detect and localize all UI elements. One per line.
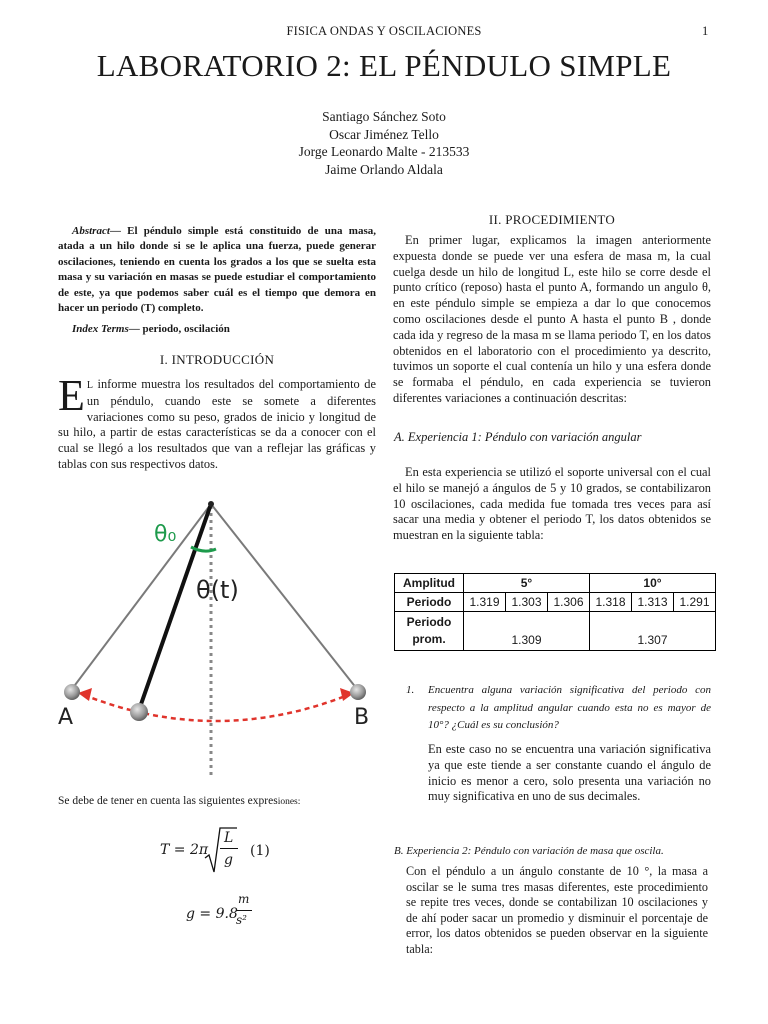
question-1-number: 1. (406, 684, 415, 696)
exp2-paragraph: Con el péndulo a un ángulo constante de 10 °, la masa a oscilar se le suma tres masas diferentes, este procedimiento se repite tres veces, donde se contabilizan 10 oscilaciones y de ahí poder sacar un promedio y disminuir el porcentaje de error, los datos obtenidos se pueden observar en la siguiente tabla: (406, 864, 708, 956)
abstract-dash: — (109, 225, 121, 237)
exp2-heading: B. Experiencia 2: Péndulo con variación de masa que oscila. (394, 845, 664, 857)
author: Jorge Leonardo Malte - 213533 (298, 144, 470, 159)
eq2-denominator: s² (236, 913, 247, 927)
table-header-cell: 5° (464, 574, 590, 593)
pendulum-figure (56, 492, 378, 782)
table-cell: 1.291 (674, 593, 716, 612)
ball-a (64, 684, 80, 700)
table-cell: 1.306 (548, 593, 590, 612)
arrowhead-left (78, 688, 92, 701)
table-header-cell: 10° (590, 574, 716, 593)
eq2-lhs: g = 9.8 (186, 906, 238, 922)
table-cell: 1.303 (506, 593, 548, 612)
ball-current (130, 703, 148, 721)
intro-paragraph (58, 371, 376, 473)
author: Oscar Jiménez Tello (329, 126, 439, 142)
paper-title: LABORATORIO 2: EL PÉNDULO SIMPLE (96, 48, 672, 83)
avg-label-line2: prom. (412, 632, 446, 646)
drop-cap: E (58, 371, 85, 420)
exp1-paragraph: En esta experiencia se utilizó el soporte universal con el cual el hilo se manejó a ángulos de 5 y 10 grados, se contabilizaron 10 oscilaciones, cada medida fue tomada tres veces para así sacar una media y obtener el periodo T, los datos obtenidos se muestran en la siguiente tabla: (393, 465, 711, 543)
eq1-denominator: g (224, 852, 233, 868)
index-terms-text: — periodo, oscilación (128, 323, 230, 335)
eq2-numerator: m (238, 892, 250, 906)
abstract-text: El péndulo simple está constituido de una masa, atada a un hilo donde si se le aplica una fuerza, puede generar oscilaciones, teniendo en cuenta los grados a los que se suelta esta masa y su variación en masas se puede estudiar el comportamiento de este, ya que podemos saber cuál es el tiempo que demora en hacer un periodo (T) completo. (58, 225, 376, 315)
swing-arc (84, 695, 348, 721)
author: Santiago Sánchez Soto (322, 109, 446, 124)
theta-t-label: θ(t) (196, 576, 239, 604)
eq2-fraction-bar (236, 910, 252, 911)
table-row-label (395, 612, 464, 651)
formulas-intro-small: iones: (277, 797, 301, 807)
label-a: A (58, 705, 74, 730)
table-row (395, 574, 716, 593)
ball-b (350, 684, 366, 700)
exp1-heading: A. Experiencia 1: Péndulo con variación angular (394, 430, 642, 444)
index-terms (58, 323, 376, 335)
procedure-heading: II. PROCEDIMIENTO (488, 212, 616, 227)
equation-2 (186, 892, 286, 938)
page-number: 1 (702, 24, 709, 38)
period-table (394, 573, 716, 651)
intro-lead: L (86, 380, 93, 391)
question-1-answer: En este caso no se encuentra una variación significativa ya que este tiende a ser constante cuando el ángulo de inicio es menor a cero, solo presenta una variación no muy significativa en uno de sus decimales. (428, 742, 711, 804)
table-row-label: Periodo (395, 593, 464, 612)
running-header: FISICA ONDAS Y OSCILACIONES (286, 24, 482, 38)
intro-heading: I. INTRODUCCIÓN (159, 352, 275, 367)
formulas-intro (58, 795, 376, 807)
label-b: B (354, 705, 370, 730)
table-cell: 1.318 (590, 593, 632, 612)
table-row (395, 612, 716, 651)
table-header-cell: Amplitud (395, 574, 464, 593)
pivot (208, 501, 214, 507)
formulas-intro-main: Se debe de tener en cuenta las siguientes expres (58, 795, 278, 807)
table-cell: 1.309 (464, 612, 590, 651)
table-cell: 1.319 (464, 593, 506, 612)
theta0-label: θ₀ (154, 522, 177, 547)
intro-text: informe muestra los resultados del comportamiento de un péndulo, cuando este se somete a diferentes variaciones como su peso, grados de inicio y longitud de su hilo, a partir de estas características se da a conocer con el cual se llegó a los resultados que van a reflejar las gráficas y tablas con sus respectivos datos. (58, 377, 376, 471)
procedure-paragraph: En primer lugar, explicamos la imagen anteriormente expuesta donde se puede ver una esfera de masa m, la cual cuelga desde un hilo de longitud L, este hilo se corre desde el punto crítico (reposo) hasta el punto A, formando un angulo θ, en este péndulo simple se empieza a dar lo que conocemos como oscilaciones desde el punto A hasta el punto B , donde cada ida y regreso de la masa m se llama periodo T, en los datos obtenidos en el laboratorio con el procedimiento ya descrito, tuvimos un soporte el cual contenía un hilo y una esfera donde se formaba el péndulo, en cada experiencia se tuvieron diferentes variaciones a continuación descritas: (393, 233, 711, 405)
author: Jaime Orlando Aldala (325, 161, 443, 177)
table-row (395, 593, 716, 612)
table-cell: 1.313 (632, 593, 674, 612)
table-cell: 1.307 (590, 612, 716, 651)
eq1-number: (1) (250, 843, 270, 859)
string-left (72, 504, 211, 689)
author-list (0, 108, 768, 178)
index-terms-label: Index Terms (72, 323, 129, 335)
abstract (58, 224, 376, 316)
abstract-label: Abstract (72, 225, 110, 237)
eq1-lhs: T = 2π (160, 842, 209, 858)
avg-label-line1: Periodo (406, 615, 452, 629)
question-1-text: Encuentra alguna variación significativa del periodo con respecto a la amplitud angular cuando esta no es mayor de 10°? ¿Cuál es su conclusión? (428, 684, 711, 731)
eq1-fraction-bar (220, 848, 238, 849)
eq1-numerator: L (224, 830, 234, 846)
